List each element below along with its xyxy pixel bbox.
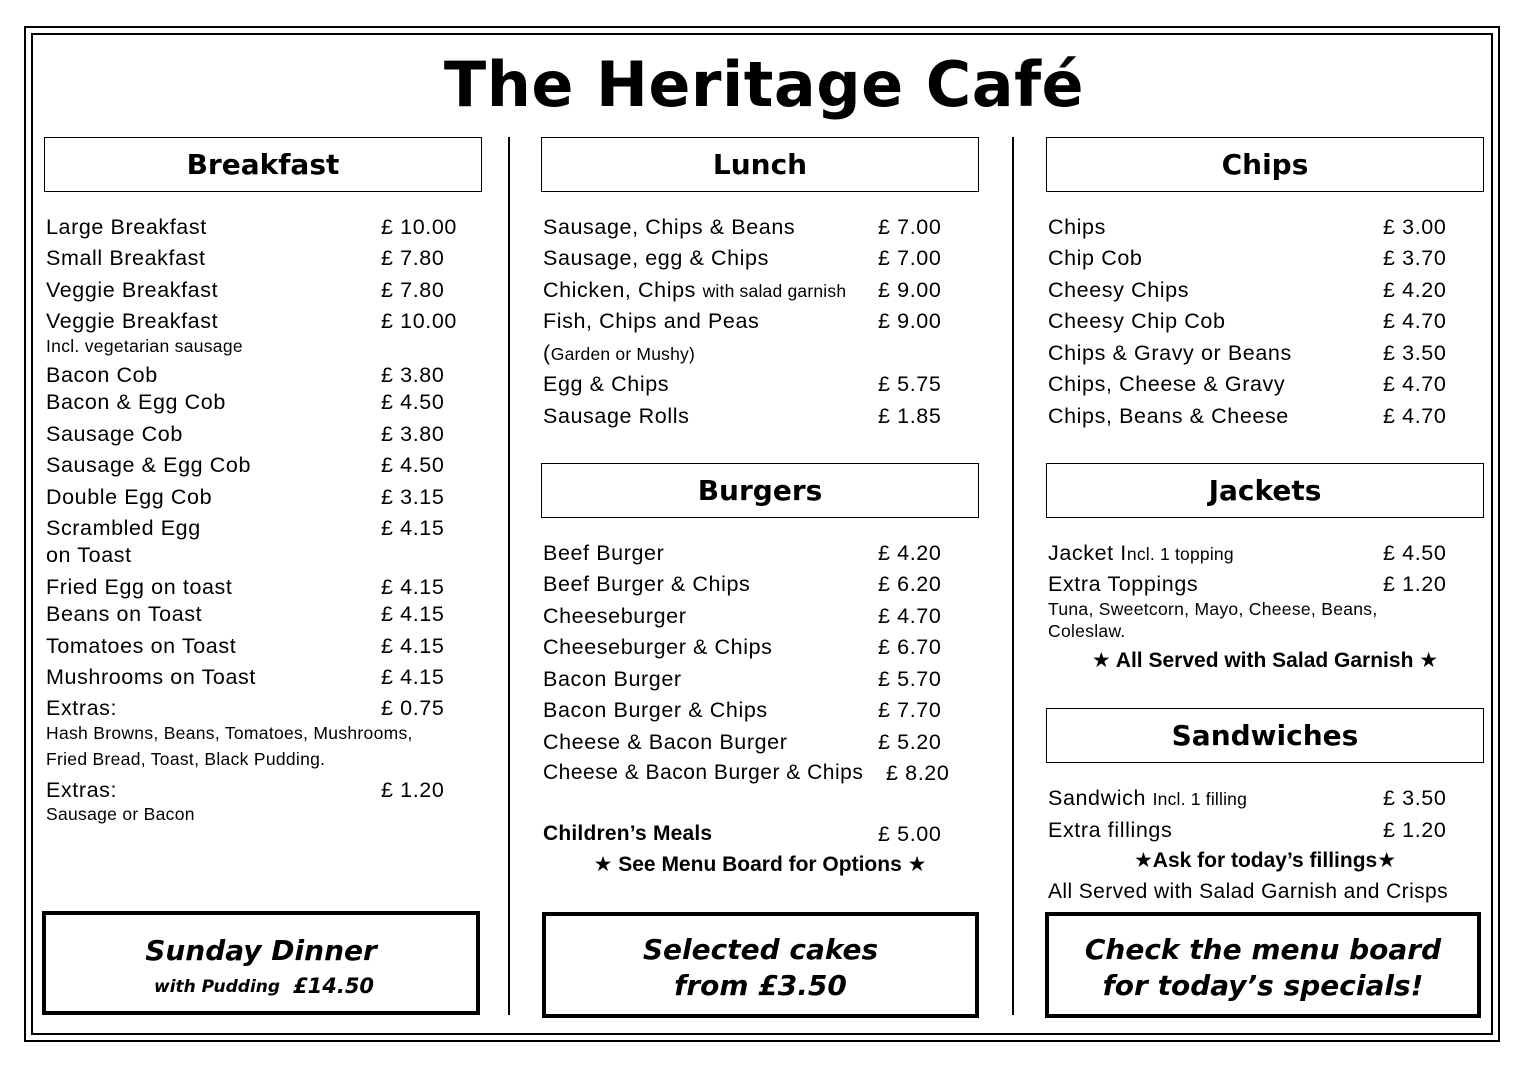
list-item: Egg & Chips <box>543 372 670 396</box>
list-item: Extras: <box>46 778 118 802</box>
childrens-meals-price: £ 5.00 <box>878 822 942 846</box>
item-price: £ 7.00 <box>878 215 942 239</box>
list-item: Chips, Cheese & Gravy <box>1048 372 1286 396</box>
item-price: £ 4.70 <box>1383 309 1447 333</box>
item-price: £ 4.50 <box>1383 541 1447 565</box>
item-price: £ 3.50 <box>1383 786 1447 810</box>
list-item: Extra Toppings <box>1048 572 1199 596</box>
item-name: Chicken, Chips <box>543 278 696 302</box>
item-price: £ 4.15 <box>381 602 445 626</box>
item-price: £ 3.80 <box>381 422 445 446</box>
item-price: £ 4.50 <box>381 390 445 414</box>
item-note: with salad garnish <box>702 281 847 301</box>
jackets-heading: Jackets <box>1046 463 1484 518</box>
item-note: Sausage or Bacon <box>46 804 195 824</box>
ask-fillings-note: ★Ask for today’s fillings★ <box>1133 849 1397 872</box>
item-price: £ 5.20 <box>878 730 942 754</box>
item-price: £ 4.70 <box>878 604 942 628</box>
list-item: Cheeseburger & Chips <box>543 635 773 659</box>
list-item: Scrambled Egg <box>46 516 201 540</box>
item-price: £ 3.80 <box>381 363 445 387</box>
item-note: Coleslaw. <box>1048 621 1126 641</box>
note-paren: ( <box>543 341 551 365</box>
item-price: £ 7.70 <box>878 698 942 722</box>
list-item <box>543 277 846 304</box>
list-item: Extra fillings <box>1048 818 1173 842</box>
item-note: Incl. 1 filling <box>1152 789 1248 809</box>
list-item: Bacon Burger & Chips <box>543 698 768 722</box>
item-price: £ 4.15 <box>381 516 445 540</box>
list-item: Chips & Gravy or Beans <box>1048 341 1292 365</box>
served-with-garnish-note: ★ All Served with Salad Garnish ★ <box>1091 649 1439 672</box>
item-price: £ 3.15 <box>381 485 445 509</box>
item-price: £ 10.00 <box>381 309 457 333</box>
item-price: £ 4.50 <box>381 453 445 477</box>
list-item: Sausage, egg & Chips <box>543 246 769 270</box>
list-item-continued: on Toast <box>46 543 132 567</box>
list-item: Fish, Chips and Peas <box>543 309 760 333</box>
item-price: £ 10.00 <box>381 215 457 239</box>
lunch-heading: Lunch <box>541 137 979 192</box>
item-price: £ 4.15 <box>381 634 445 658</box>
item-note: Fried Bread, Toast, Black Pudding. <box>46 749 326 769</box>
list-item <box>1048 540 1234 567</box>
item-note: Tuna, Sweetcorn, Mayo, Cheese, Beans, <box>1048 599 1378 619</box>
promo-line-2: from £3.50 <box>674 969 847 1002</box>
cakes-box <box>542 912 979 1018</box>
list-item: Bacon & Egg Cob <box>46 390 226 414</box>
item-price: £ 1.85 <box>878 404 942 428</box>
promo-line-2: for today’s specials! <box>1102 969 1424 1002</box>
item-note: ncl. 1 topping <box>1126 544 1234 564</box>
item-price: £ 4.70 <box>1383 372 1447 396</box>
item-price: £ 3.50 <box>1383 341 1447 365</box>
list-item: Beans on Toast <box>46 602 203 626</box>
list-item: Cheeseburger <box>543 604 687 628</box>
item-note: Incl. vegetarian sausage <box>46 336 243 356</box>
list-item: Fried Egg on toast <box>46 575 233 599</box>
breakfast-heading: Breakfast <box>44 137 482 192</box>
served-with-crisps-note: All Served with Salad Garnish and Crisps <box>1048 880 1449 903</box>
list-item: Sausage, Chips & Beans <box>543 215 796 239</box>
item-price: £ 5.70 <box>878 667 942 691</box>
item-price: £ 7.80 <box>381 246 445 270</box>
list-item: Chips, Beans & Cheese <box>1048 404 1289 428</box>
item-price: £ 1.20 <box>1383 572 1447 596</box>
childrens-meals-label: Children’s Meals <box>543 822 713 845</box>
item-price: £ 3.00 <box>1383 215 1447 239</box>
item-price: £ 4.15 <box>381 575 445 599</box>
item-note-line <box>543 340 695 367</box>
promo-title: Sunday Dinner <box>145 934 377 967</box>
promo-subtitle: with Pudding <box>154 977 281 997</box>
list-item: Small Breakfast <box>46 246 206 270</box>
see-menu-board-note: ★ See Menu Board for Options ★ <box>593 853 927 876</box>
item-price: £ 7.80 <box>381 278 445 302</box>
list-item <box>1048 785 1247 812</box>
page-title: The Heritage Café <box>443 48 1085 121</box>
item-price: £ 6.70 <box>878 635 942 659</box>
promo-line-1: Check the menu board <box>1084 933 1442 966</box>
item-price: £ 8.20 <box>886 761 950 785</box>
item-price: £ 9.00 <box>878 278 942 302</box>
promo-line-1: Selected cakes <box>642 933 879 966</box>
item-name: Jacket I <box>1048 541 1127 565</box>
item-name: Sandwich <box>1048 786 1147 810</box>
column-divider-right <box>1012 137 1014 1015</box>
list-item: Sausage Rolls <box>543 404 690 428</box>
item-price: £ 5.75 <box>878 372 942 396</box>
item-price: £ 4.15 <box>381 665 445 689</box>
item-price: £ 3.70 <box>1383 246 1447 270</box>
list-item: Cheesy Chip Cob <box>1048 309 1226 333</box>
item-price: £ 1.20 <box>381 778 445 802</box>
list-item: Double Egg Cob <box>46 485 213 509</box>
list-item: Cheese & Bacon Burger <box>543 730 788 754</box>
list-item: Chip Cob <box>1048 246 1143 270</box>
list-item: Beef Burger <box>543 541 665 565</box>
item-price: £ 7.00 <box>878 246 942 270</box>
list-item: Extras: <box>46 696 118 720</box>
item-price: £ 0.75 <box>381 696 445 720</box>
item-price: £ 6.20 <box>878 572 942 596</box>
list-item: Large Breakfast <box>46 215 207 239</box>
list-item: Bacon Burger <box>543 667 682 691</box>
item-price: £ 4.20 <box>878 541 942 565</box>
specials-box <box>1045 912 1481 1018</box>
sunday-dinner-box <box>42 911 480 1015</box>
list-item: Tomatoes on Toast <box>46 634 237 658</box>
item-note: Garden or Mushy) <box>550 344 695 364</box>
item-price: £ 1.20 <box>1383 818 1447 842</box>
item-price: £ 4.70 <box>1383 404 1447 428</box>
list-item: Mushrooms on Toast <box>46 665 256 689</box>
promo-price: £14.50 <box>293 974 375 998</box>
list-item: Veggie Breakfast <box>46 278 219 302</box>
burgers-heading: Burgers <box>541 463 979 518</box>
sandwiches-heading: Sandwiches <box>1046 708 1484 763</box>
item-note: Hash Browns, Beans, Tomatoes, Mushrooms, <box>46 723 413 743</box>
item-price: £ 9.00 <box>878 309 942 333</box>
list-item: Beef Burger & Chips <box>543 572 751 596</box>
list-item: Sausage Cob <box>46 422 183 446</box>
list-item: Cheesy Chips <box>1048 278 1190 302</box>
list-item: Chips <box>1048 215 1106 239</box>
list-item: Veggie Breakfast <box>46 309 219 333</box>
chips-heading: Chips <box>1046 137 1484 192</box>
item-price: £ 4.20 <box>1383 278 1447 302</box>
list-item: Cheese & Bacon Burger & Chips <box>543 761 864 784</box>
list-item: Sausage & Egg Cob <box>46 453 252 477</box>
column-divider-left <box>508 137 510 1015</box>
list-item: Bacon Cob <box>46 363 158 387</box>
